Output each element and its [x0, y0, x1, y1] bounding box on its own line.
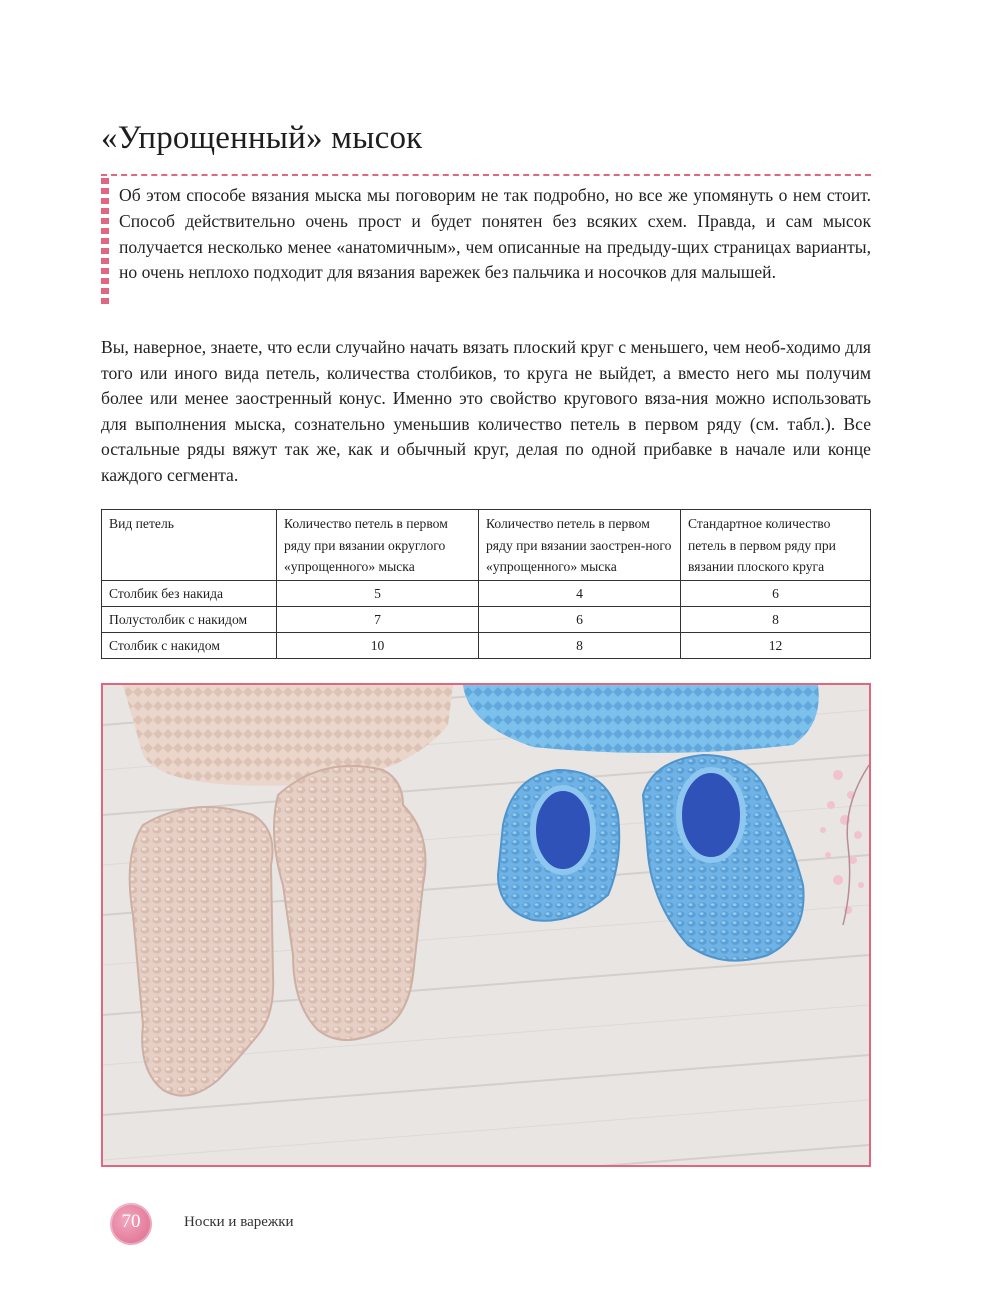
table-row [102, 580, 871, 606]
table-header-cell: Количество петель в первом ряду при вязании округлого «упрощенного» мыска [277, 510, 479, 581]
table-row [102, 606, 871, 632]
table-cell: Столбик с накидом [102, 632, 277, 658]
table-cell: 6 [479, 606, 681, 632]
chapter-title: Носки и варежки [184, 1214, 294, 1230]
table-cell: 5 [277, 580, 479, 606]
callout-accent-bar [101, 178, 109, 304]
table-cell: 6 [681, 580, 871, 606]
dashed-divider [101, 174, 871, 176]
table-cell: 12 [681, 632, 871, 658]
table-row [102, 632, 871, 658]
table-cell: Столбик без накида [102, 580, 277, 606]
table-cell: 10 [277, 632, 479, 658]
callout-paragraph: Об этом способе вязания мыска мы поговорим не так подробно, но все же упомянуть о нем стоит. Способ действительно очень прост и будет понятен без всяких схем. Правда, и сам мысок получается несколько менее «анатомичным», чем описанные на предыду-щих страницах варианты, но очень неплохо подходит для вязания варежек без пальчика и носочков для малышей. [119, 185, 871, 283]
table-cell: 8 [479, 632, 681, 658]
table-header-row [102, 510, 871, 581]
stitch-count-table [101, 509, 871, 659]
body-paragraph: Вы, наверное, знаете, что если случайно начать вязать плоский круг с меньшего, чем необ-ходимо для того или иного вида петель, количества столбиков, то круга не выйдет, а вместо него мы получим более или менее заостренный конус. Именно это свойство кругового вяза-ния можно использовать для выполнения мыска, сознательно уменьшив количество петель в первом ряду (см. табл.). Все остальные ряды вяжут так же, как и обычный круг, делая по одной прибавке в начале или конце каждого сегмента. [101, 337, 871, 485]
table-header-cell: Стандартное количество петель в первом ряду при вязании плоского круга [681, 510, 871, 581]
table-header-cell: Количество петель в первом ряду при вязании заострен-ного «упрощенного» мыска [479, 510, 681, 581]
page-number: 70 [121, 1211, 141, 1232]
table-cell: Полустолбик с накидом [102, 606, 277, 632]
table-cell: 4 [479, 580, 681, 606]
table-header-cell: Вид петель [102, 510, 277, 581]
crochet-socks-booties-photo [101, 683, 871, 1167]
table-cell: 7 [277, 606, 479, 632]
table-cell: 8 [681, 606, 871, 632]
section-title: «Упрощенный» мысок [101, 120, 423, 156]
